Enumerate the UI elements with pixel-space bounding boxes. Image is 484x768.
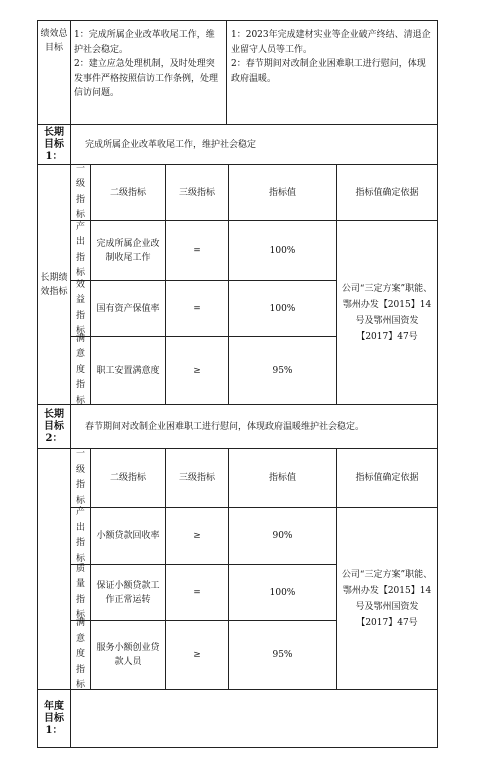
row-level1: 产出指标 — [75, 221, 85, 278]
long-term-goal-2-text: 春节期间对改制企业困难职工进行慰问，体现政府温暖维护社会稳定。 — [85, 421, 365, 432]
row-level1: 满意度指标 — [75, 618, 85, 691]
row-value: 95% — [272, 650, 293, 660]
row-level2: 完成所属企业改制收尾工作 — [96, 238, 160, 263]
row-operator: = — [193, 587, 201, 598]
basis-text: 公司“三定方案”职能、鄂州办发【2015】14号及鄂州国资发【2017】47号 — [341, 569, 433, 628]
col-divider — [70, 20, 71, 124]
header-basis: 指标值确定依据 — [355, 473, 419, 483]
annual-goal-1-label: 年度目标1： — [44, 700, 64, 736]
row-operator: = — [193, 303, 201, 314]
row-level2: 小额贷款回收率 — [96, 531, 160, 541]
col-divider — [226, 20, 227, 124]
long-term-indicators-label: 长期绩效指标 — [40, 272, 68, 297]
long-term-goal-1-text: 完成所属企业改革收尾工作，维护社会稳定 — [85, 139, 257, 150]
row-value: 100% — [269, 303, 296, 314]
overall-goal-label: 绩效总目标 — [40, 29, 68, 53]
row-level1: 产出指标 — [75, 507, 85, 564]
row-level1: 质量指标 — [75, 563, 85, 620]
header-level1: 一级指标 — [75, 449, 85, 506]
header-level1: 一级指标 — [75, 163, 85, 220]
header-level2: 二级指标 — [109, 187, 146, 198]
long-term-goal-2-label: 长期目标2： — [44, 408, 64, 444]
row-level1: 满意度指标 — [75, 333, 85, 406]
row-level2: 服务小额创业贷款人员 — [96, 643, 160, 667]
basis-text: 公司“三定方案”职能、鄂州办发【2015】14号及鄂州国资发【2017】47号 — [341, 283, 433, 342]
row-level2: 国有资产保值率 — [96, 303, 160, 314]
header-value: 指标值 — [268, 187, 296, 198]
row-operator: = — [193, 245, 201, 256]
row-operator: ≥ — [193, 531, 201, 541]
overall-goal-text-b: 1：2023年完成建材实业等企业破产终结、清退企业留守人员等工作。 2：春节期间对改制企业困难职工进行慰问，体现政府温暖。 — [231, 30, 431, 84]
row-value: 100% — [269, 587, 296, 598]
row-value: 95% — [272, 365, 293, 376]
row-level1: 效益指标 — [75, 279, 85, 336]
header-basis: 指标值确定依据 — [355, 187, 419, 198]
row-level2: 职工安置满意度 — [96, 365, 160, 376]
row-operator: ≥ — [193, 365, 201, 376]
header-level3: 三级指标 — [178, 187, 215, 198]
row-level2: 保证小额贷款工作正常运转 — [96, 580, 160, 605]
annual-goal-1-text — [71, 690, 437, 747]
row-value: 90% — [272, 531, 293, 541]
long-term-goal-1-label: 长期目标1： — [44, 126, 64, 162]
row-value: 100% — [269, 245, 296, 256]
overall-goal-text-a: 1：完成所属企业改革收尾工作，维护社会稳定。 2：建立应急处理机制，及时处理突发事件严格按照信访工作条例，处理信访问题。 — [74, 30, 219, 98]
header-value: 指标值 — [268, 473, 296, 483]
header-level2: 二级指标 — [109, 473, 146, 483]
row-operator: ≥ — [193, 650, 201, 660]
header-level3: 三级指标 — [178, 473, 215, 483]
